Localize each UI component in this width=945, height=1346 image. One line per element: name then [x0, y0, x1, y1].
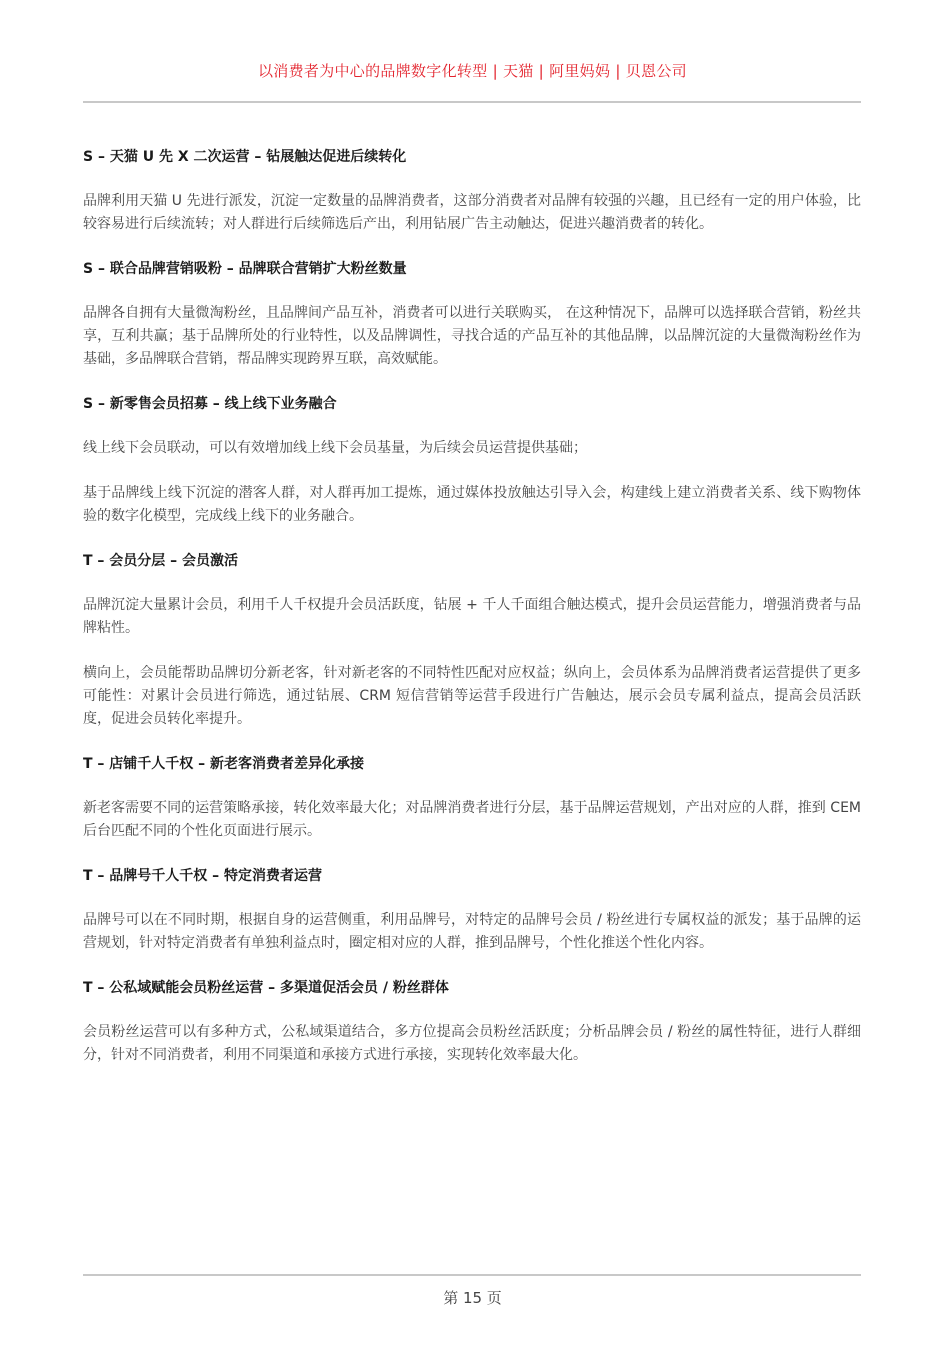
section-heading: T – 公私域赋能会员粉丝运营 – 多渠道促活会员 / 粉丝群体 [83, 980, 449, 996]
section-store-personalization [83, 753, 861, 843]
section-paragraph: 品牌利用天猫 U 先进行派发，沉淀一定数量的品牌消费者，这部分消费者对品牌有较强的兴趣，且已经有一定的用户体验，比较容易进行后续流转；对人群进行后续筛选后产出，利用钻展广告主动触达，促进兴趣消费者的转化。 [83, 193, 861, 232]
section-heading: S – 新零售会员招募 – 线上线下业务融合 [83, 396, 337, 412]
document-body [83, 146, 861, 1089]
section-paragraph: 新老客需要不同的运营策略承接，转化效率最大化；对品牌消费者进行分层，基于品牌运营规划，产出对应的人群，推到 CEM 后台匹配不同的个性化页面进行展示。 [83, 800, 861, 839]
section-member-tiering [83, 550, 861, 731]
footer-divider [83, 1274, 861, 1276]
section-heading: T – 店铺千人千权 – 新老客消费者差异化承接 [83, 756, 365, 772]
section-public-private-domain [83, 977, 861, 1067]
section-paragraph: 会员粉丝运营可以有多种方式，公私域渠道结合，多方位提高会员粉丝活跃度；分析品牌会员 / 粉丝的属性特征，进行人群细分，针对不同消费者，利用不同渠道和承接方式进行承接，实现转化效率最大化。 [83, 1024, 861, 1063]
section-tmall-u-first [83, 146, 861, 236]
section-paragraph: 品牌沉淀大量累计会员，利用千人千权提升会员活跃度，钻展 + 千人千面组合触达模式，提升会员运营能力，增强消费者与品牌粘性。 [83, 597, 861, 636]
section-paragraph: 横向上，会员能帮助品牌切分新老客，针对新老客的不同特性匹配对应权益；纵向上，会员体系为品牌消费者运营提供了更多可能性：对累计会员进行筛选，通过钻展、CRM 短信营销等运营手段进行广告触达，展示会员专属利益点，提高会员活跃度，促进会员转化率提升。 [83, 665, 861, 727]
section-paragraph: 基于品牌线上线下沉淀的潜客人群，对人群再加工提炼，通过媒体投放触达引导入会，构建线上建立消费者关系、线下购物体验的数字化模型，完成线上线下的业务融合。 [83, 485, 861, 524]
section-heading: S – 联合品牌营销吸粉 – 品牌联合营销扩大粉丝数量 [83, 261, 407, 277]
section-paragraph: 品牌各自拥有大量微淘粉丝，且品牌间产品互补，消费者可以进行关联购买， 在这种情况下，品牌可以选择联合营销，粉丝共享，互利共赢；基于品牌所处的行业特性，以及品牌调性，寻找合适的产品互补的其他品牌，以品牌沉淀的大量微淘粉丝作为基础，多品牌联合营销，帮品牌实现跨界互联，高效赋能。 [83, 305, 861, 367]
section-paragraph: 品牌号可以在不同时期，根据自身的运营侧重，利用品牌号，对特定的品牌号会员 / 粉丝进行专属权益的派发；基于品牌的运营规划，针对特定消费者有单独利益点时，圈定相对应的人群，推到品牌号，个性化推送个性化内容。 [83, 912, 861, 951]
header-divider [83, 101, 861, 103]
section-heading: T – 品牌号千人千权 – 特定消费者运营 [83, 868, 323, 884]
section-brand-account-personalization [83, 865, 861, 955]
section-heading: S – 天猫 U 先 X 二次运营 – 钻展触达促进后续转化 [83, 149, 407, 165]
section-heading: T – 会员分层 – 会员激活 [83, 553, 239, 569]
section-new-retail-membership [83, 393, 861, 528]
page-number: 第 15 页 [443, 1289, 502, 1307]
page-header-title: 以消费者为中心的品牌数字化转型 | 天猫 | 阿里妈妈 | 贝恩公司 [258, 62, 687, 80]
section-joint-brand-marketing [83, 258, 861, 371]
section-paragraph: 线上线下会员联动，可以有效增加线上线下会员基量，为后续会员运营提供基础； [83, 440, 587, 456]
